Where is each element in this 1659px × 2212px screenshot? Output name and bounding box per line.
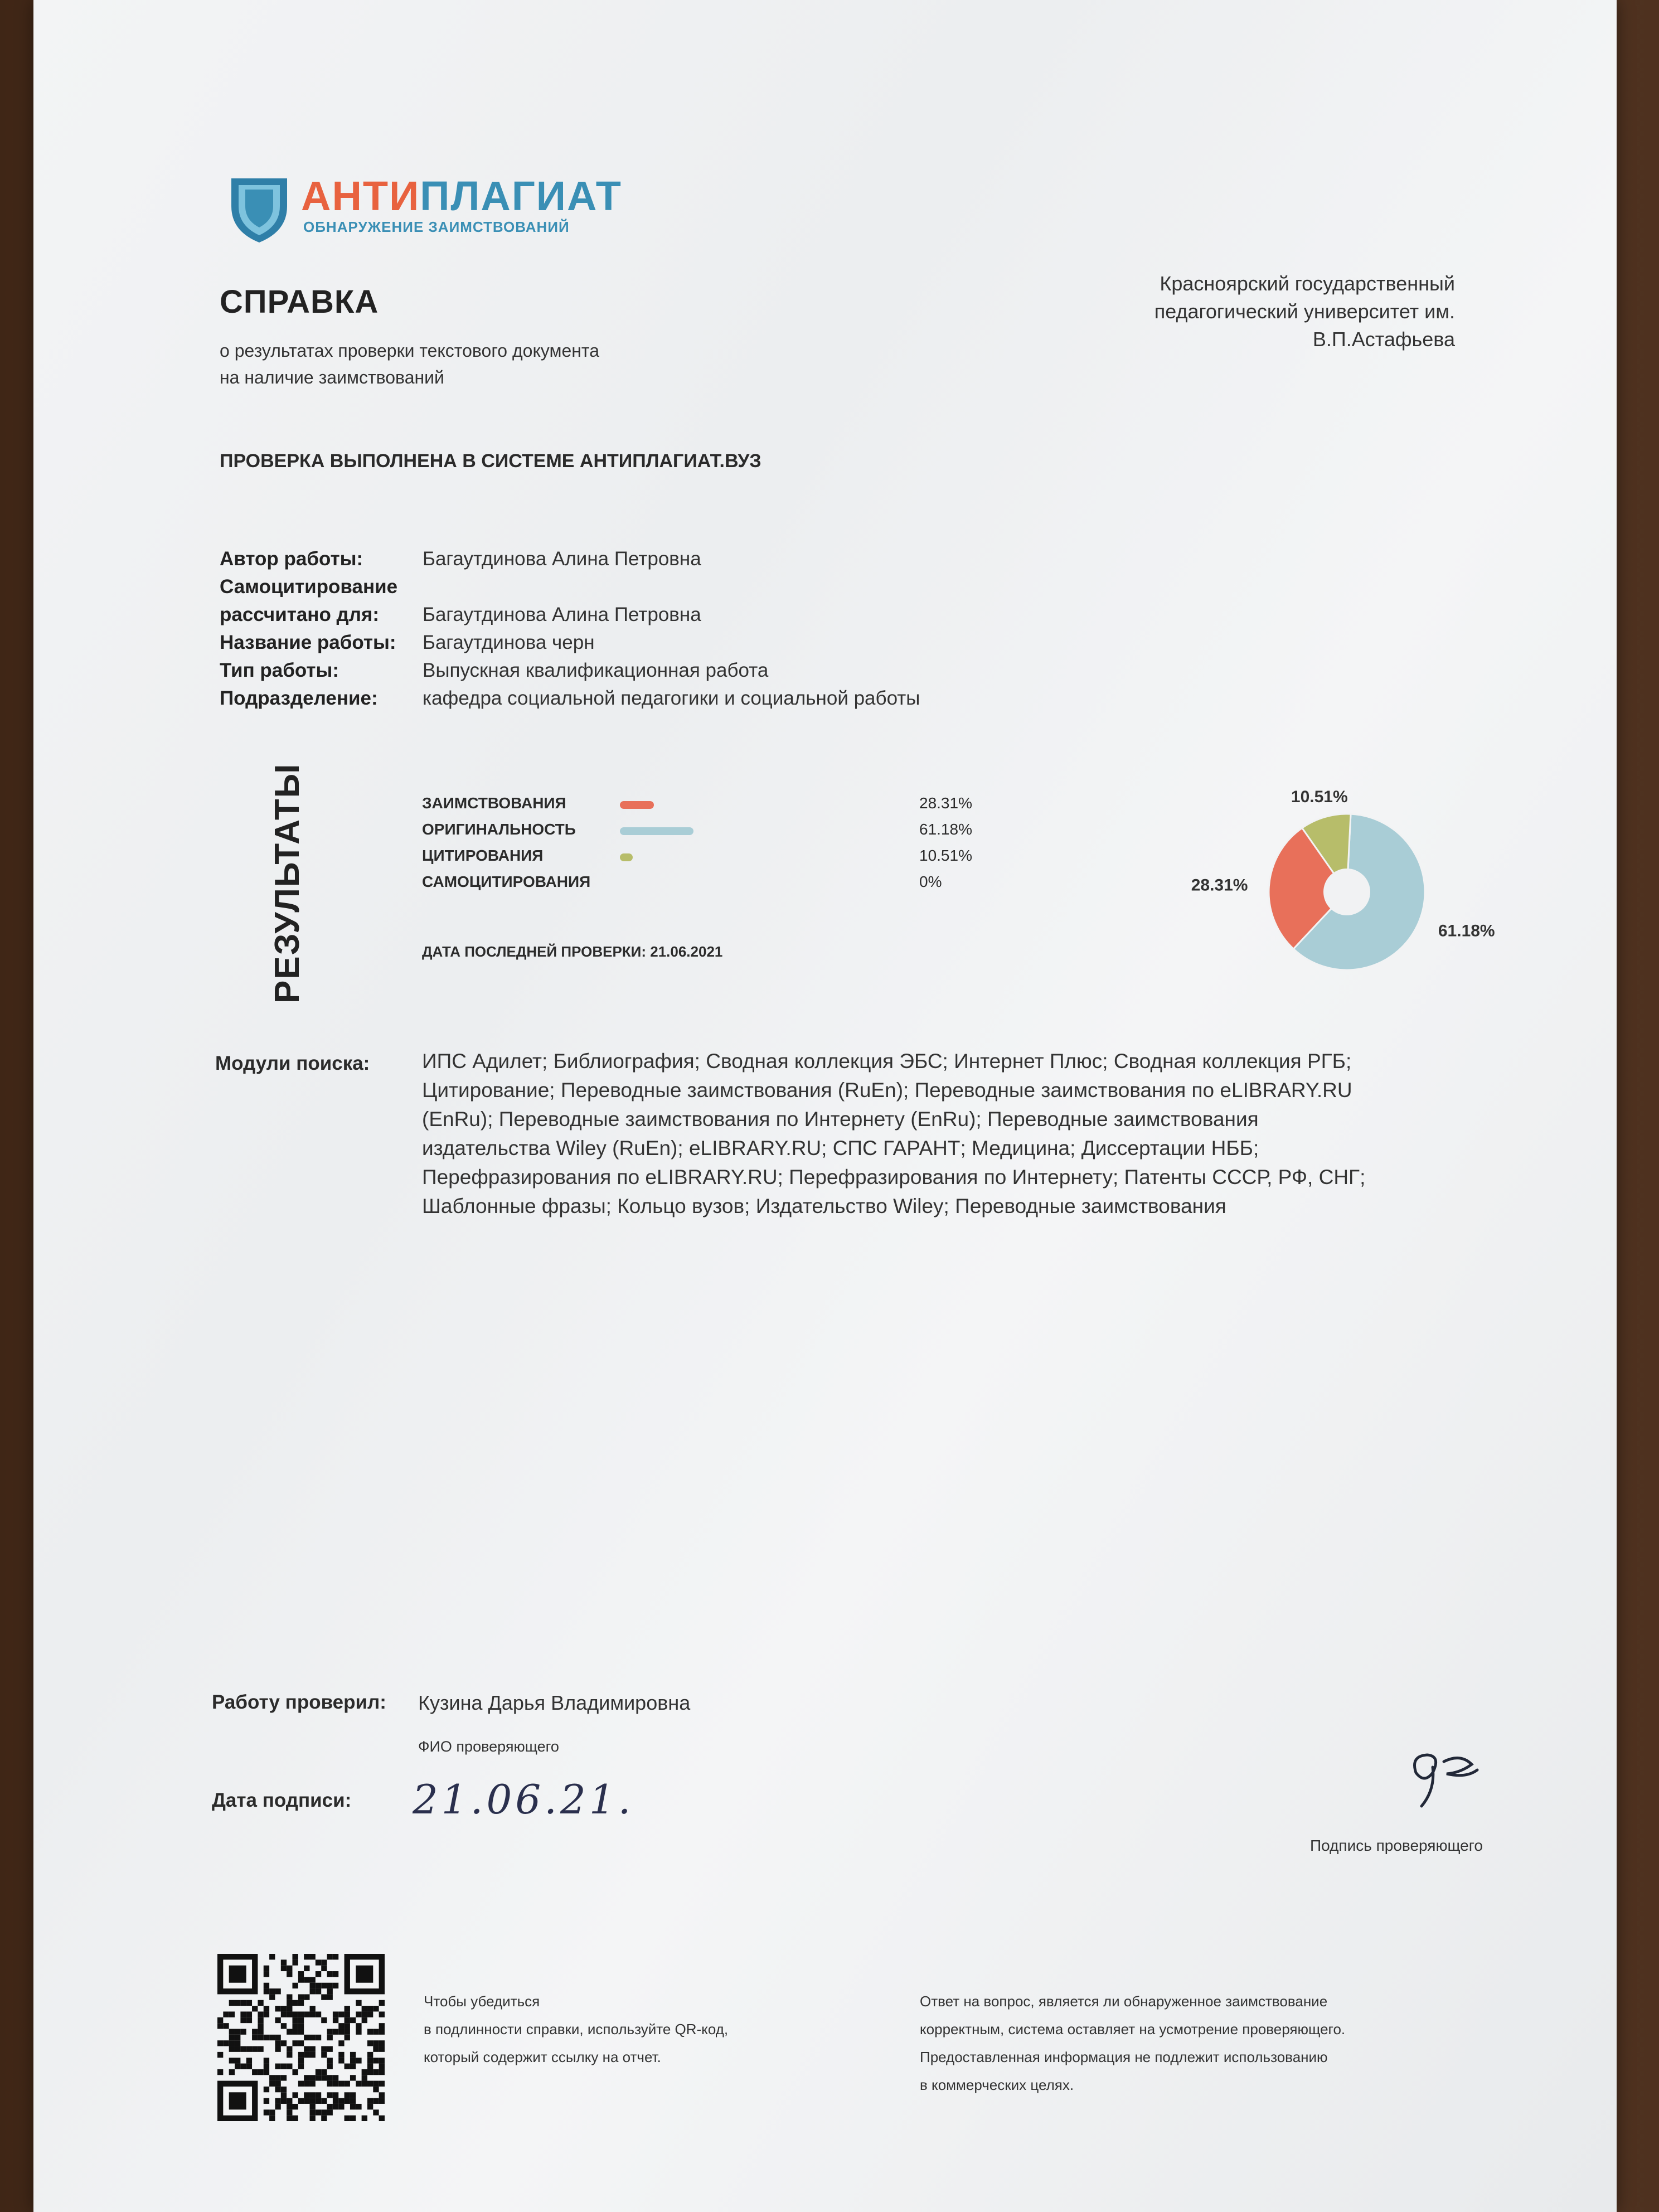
document-title: СПРАВКА (220, 284, 379, 320)
antiplagiat-shield-icon (229, 173, 290, 245)
modules-line: ИПС Адилет; Библиография; Сводная коллекция ЭБС; Интернет Плюс; Сводная коллекция РГБ; (422, 1050, 1352, 1073)
result-label: ЦИТИРОВАНИЯ (422, 847, 544, 864)
pie-data-label: 28.31% (1191, 876, 1248, 895)
result-bar-track (620, 880, 887, 887)
handwritten-signature (1394, 1739, 1516, 1812)
disclaimer-line: Предоставленная информация не подлежит использованию (920, 2049, 1328, 2065)
results-pie-chart (1191, 780, 1495, 1003)
document-sheet (33, 0, 1617, 2212)
pie-data-label: 10.51% (1291, 787, 1348, 806)
last-check-date: ДАТА ПОСЛЕДНЕЙ ПРОВЕРКИ: 21.06.2021 (422, 943, 723, 960)
author-value: Багаутдинова Алина Петровна (423, 548, 701, 570)
result-bar (620, 801, 654, 809)
modules-line: Цитирование; Переводные заимствования (RuEn); Переводные заимствования по eLIBRARY.RU (422, 1079, 1352, 1102)
result-label: ОРИГИНАЛЬНОСТЬ (422, 821, 576, 838)
qr-line: Чтобы убедиться (424, 1993, 540, 2010)
organization-name (953, 270, 1455, 353)
org-line: педагогический университет им. (1154, 300, 1455, 323)
result-value: 10.51% (919, 847, 972, 864)
result-bar (620, 853, 633, 861)
logo-wordmark (301, 173, 622, 219)
modules-line: Перефразирования по eLIBRARY.RU; Перефразирования по Интернету; Патенты СССР, РФ, СНГ; (422, 1166, 1366, 1189)
modules-line: (EnRu); Переводные заимствования по Интернету (EnRu); Переводные заимствования (422, 1108, 1259, 1131)
signature-caption: Подпись проверяющего (1310, 1837, 1483, 1854)
modules-line: издательства Wiley (RuEn); eLIBRARY.RU; СПС ГАРАНТ; Медицина; Диссертации НББ; (422, 1137, 1259, 1160)
result-label: ЗАИМСТВОВАНИЯ (422, 794, 566, 812)
result-value: 0% (919, 873, 942, 890)
subtitle-line: на наличие заимствований (220, 367, 444, 387)
selfcite-label: Самоцитирование (220, 576, 398, 598)
checker-label: Работу проверил: (212, 1691, 386, 1713)
work-type-value: Выпускная квалификационная работа (423, 659, 769, 681)
selfcite-label-2: рассчитано для: (220, 604, 380, 625)
results-section-title: РЕЗУЛЬТАТЫ (268, 763, 307, 1003)
meta-row-author (220, 545, 920, 573)
qr-code (217, 1954, 385, 2121)
disclaimer-line: корректным, система оставляет на усмотрение проверяющего. (920, 2021, 1346, 2038)
pie-data-label: 61.18% (1438, 921, 1495, 940)
handwritten-date: 21.06.21. (413, 1776, 634, 1823)
work-type-label: Тип работы: (220, 659, 339, 681)
logo-part-anti: АНТИ (301, 173, 420, 219)
work-name-value: Багаутдинова черн (423, 632, 595, 653)
modules-line: Шаблонные фразы; Кольцо вузов; Издательство Wiley; Переводные заимствования (422, 1195, 1226, 1217)
work-name-label: Название работы: (220, 632, 396, 653)
qr-line: в подлинности справки, используйте QR-код, (424, 2021, 729, 2038)
meta-row-selfcite-2 (220, 601, 920, 629)
department-label: Подразделение: (220, 687, 378, 709)
system-note: ПРОВЕРКА ВЫПОЛНЕНА В СИСТЕМЕ АНТИПЛАГИАТ.ВУЗ (220, 450, 761, 472)
fio-caption: ФИО проверяющего (418, 1738, 559, 1755)
meta-row-type (220, 657, 920, 685)
disclaimer-line: Ответ на вопрос, является ли обнаруженное заимствование (920, 1993, 1328, 2010)
qr-line: который содержит ссылку на отчет. (424, 2049, 661, 2065)
qr-instructions (424, 1987, 847, 2071)
meta-row-selfcite-1 (220, 573, 920, 601)
result-bar-track (620, 853, 887, 861)
result-bar-track (620, 801, 887, 809)
pie-center-hole (1323, 869, 1370, 915)
logo-tagline: ОБНАРУЖЕНИЕ ЗАИМСТВОВАНИЙ (303, 219, 570, 235)
search-modules-label: Модули поиска: (215, 1052, 370, 1074)
org-line: В.П.Астафьева (1312, 328, 1455, 351)
department-value: кафедра социальной педагогики и социальной работы (423, 687, 920, 709)
subtitle-line: о результатах проверки текстового документа (220, 341, 599, 361)
result-label: САМОЦИТИРОВАНИЯ (422, 873, 591, 890)
selfcite-value: Багаутдинова Алина Петровна (423, 604, 701, 625)
meta-row-name (220, 629, 920, 657)
search-modules-list (422, 1047, 1515, 1221)
disclaimer-line: в коммерческих целях. (920, 2077, 1074, 2093)
result-bar-track (620, 827, 887, 835)
disclaimer (920, 1987, 1533, 2099)
org-line: Красноярский государственный (1160, 272, 1455, 295)
result-bar (620, 827, 693, 835)
result-value: 61.18% (919, 821, 972, 838)
work-metadata (220, 545, 920, 712)
logo-part-plagiat: ПЛАГИАТ (420, 173, 622, 219)
meta-row-dept (220, 685, 920, 712)
signature-date-label: Дата подписи: (212, 1789, 352, 1811)
result-value: 28.31% (919, 794, 972, 812)
author-label: Автор работы: (220, 548, 363, 570)
document-subtitle (220, 337, 833, 391)
checker-name: Кузина Дарья Владимировна (418, 1691, 691, 1714)
